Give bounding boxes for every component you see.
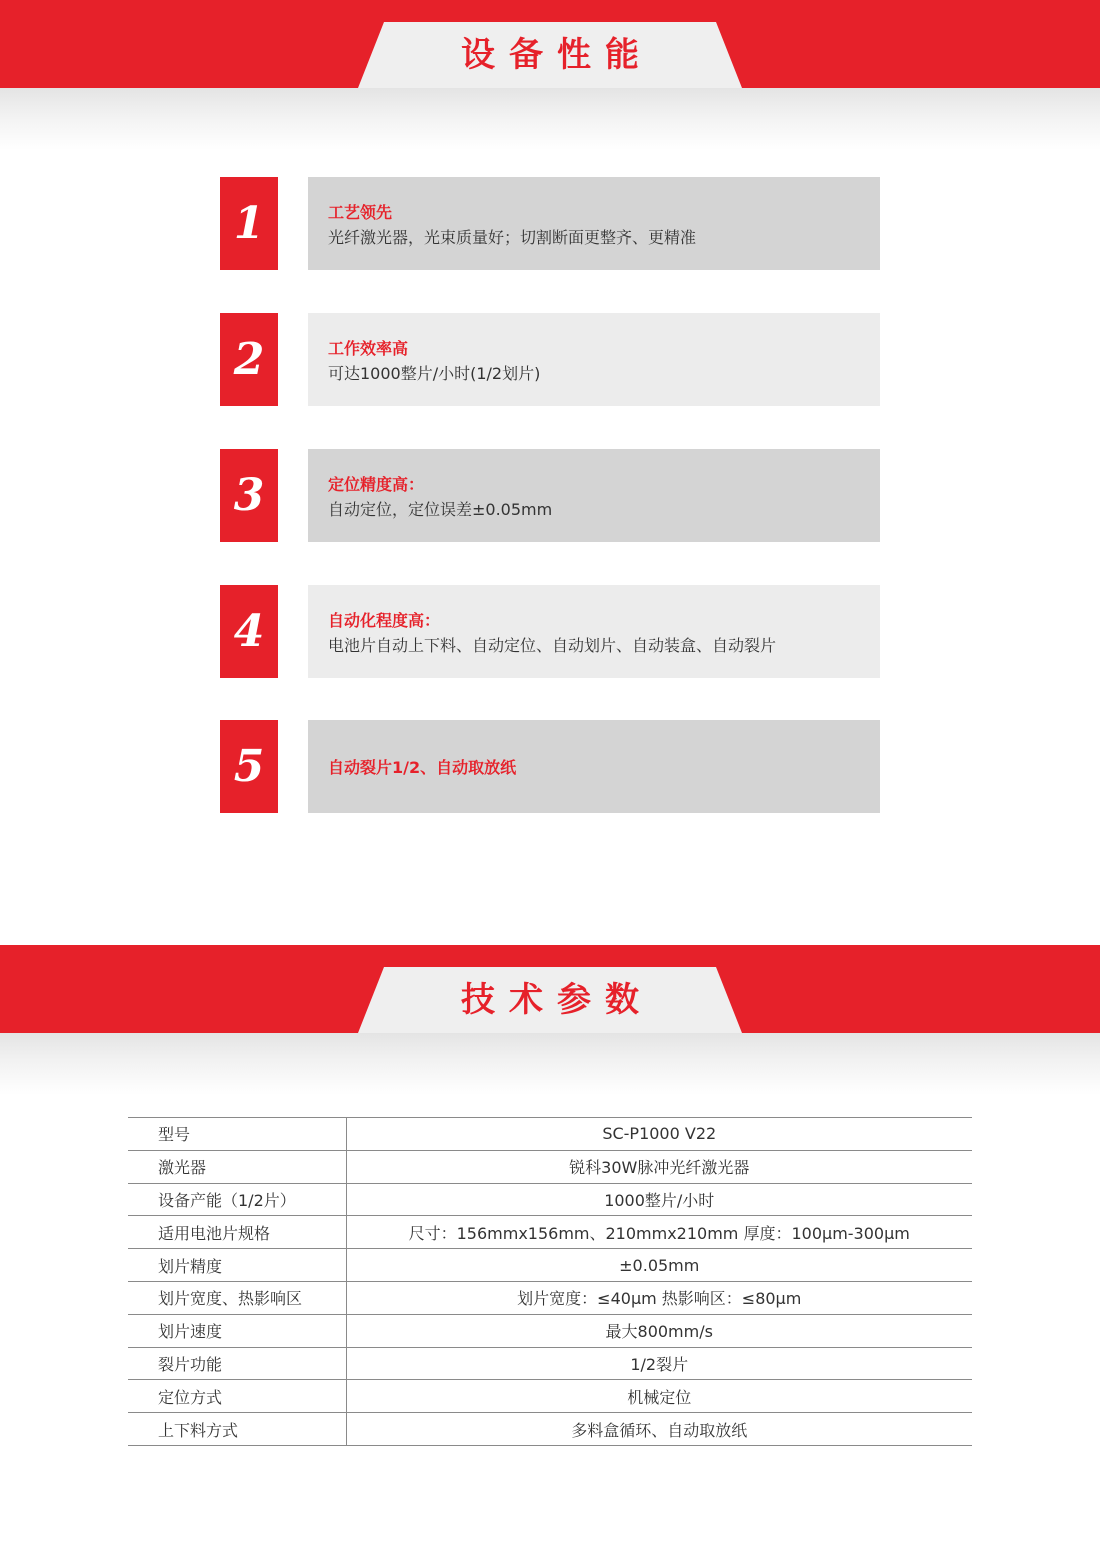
table-row (128, 1183, 972, 1216)
spec-label: 定位方式 (128, 1380, 346, 1413)
spec-value: 锐科30W脉冲光纤激光器 (346, 1150, 972, 1183)
feature-number: 1 (220, 177, 278, 270)
feature-item-5 (220, 720, 880, 813)
spec-label: 裂片功能 (128, 1347, 346, 1380)
feature-desc: 光纤激光器，光束质量好；切割断面更整齐、更精准 (328, 228, 697, 247)
feature-title: 工艺领先 (328, 203, 393, 222)
table-row (128, 1281, 972, 1314)
performance-title: 设备性能 (461, 35, 653, 75)
spec-value: 机械定位 (346, 1380, 972, 1413)
spec-label: 适用电池片规格 (128, 1216, 346, 1249)
spec-label: 型号 (128, 1118, 346, 1151)
feature-title: 自动裂片1/2、自动取放纸 (328, 758, 517, 777)
spec-label: 划片速度 (128, 1314, 346, 1347)
feature-title: 自动化程度高： (328, 611, 441, 630)
spec-label: 划片精度 (128, 1249, 346, 1282)
table-row (128, 1314, 972, 1347)
spec-value: SC-P1000 V22 (346, 1118, 972, 1151)
feature-panel (308, 585, 880, 678)
spec-table (128, 1117, 972, 1446)
feature-item-3 (220, 449, 880, 542)
spec-value: 多料盒循环、自动取放纸 (346, 1413, 972, 1446)
spec-label: 激光器 (128, 1150, 346, 1183)
feature-number: 5 (220, 720, 278, 813)
spec-value: 最大800mm/s (346, 1314, 972, 1347)
feature-panel (308, 313, 880, 406)
spec-label: 上下料方式 (128, 1413, 346, 1446)
feature-panel (308, 177, 880, 270)
spec-value: ±0.05mm (346, 1249, 972, 1282)
feature-item-2 (220, 313, 880, 406)
table-row (128, 1347, 972, 1380)
table-row (128, 1216, 972, 1249)
specs-title: 技术参数 (461, 980, 653, 1020)
feature-desc: 可达1000整片/小时(1/2划片) (328, 364, 541, 383)
spec-value: 1/2裂片 (346, 1347, 972, 1380)
feature-panel (308, 720, 880, 813)
feature-number: 2 (220, 313, 278, 406)
table-row (128, 1150, 972, 1183)
specs-banner (0, 945, 1100, 1095)
spec-label: 划片宽度、热影响区 (128, 1281, 346, 1314)
feature-panel (308, 449, 880, 542)
performance-banner (0, 0, 1100, 150)
spec-value: 1000整片/小时 (346, 1183, 972, 1216)
spec-label: 设备产能（1/2片） (128, 1183, 346, 1216)
feature-title: 工作效率高 (328, 339, 409, 358)
table-row (128, 1413, 972, 1446)
spec-value: 尺寸：156mmx156mm、210mmx210mm 厚度：100μm-300μm (346, 1216, 972, 1249)
feature-title: 定位精度高： (328, 475, 425, 494)
feature-item-1 (220, 177, 880, 270)
feature-item-4 (220, 585, 880, 678)
feature-number: 3 (220, 449, 278, 542)
table-row (128, 1118, 972, 1151)
banner-shadow (0, 88, 1100, 150)
feature-desc: 电池片自动上下料、自动定位、自动划片、自动装盒、自动裂片 (328, 636, 777, 655)
feature-desc: 自动定位，定位误差±0.05mm (328, 500, 553, 519)
table-row (128, 1249, 972, 1282)
feature-number: 4 (220, 585, 278, 678)
banner-shadow (0, 1033, 1100, 1095)
table-row (128, 1380, 972, 1413)
spec-value: 划片宽度：≤40μm 热影响区：≤80μm (346, 1281, 972, 1314)
